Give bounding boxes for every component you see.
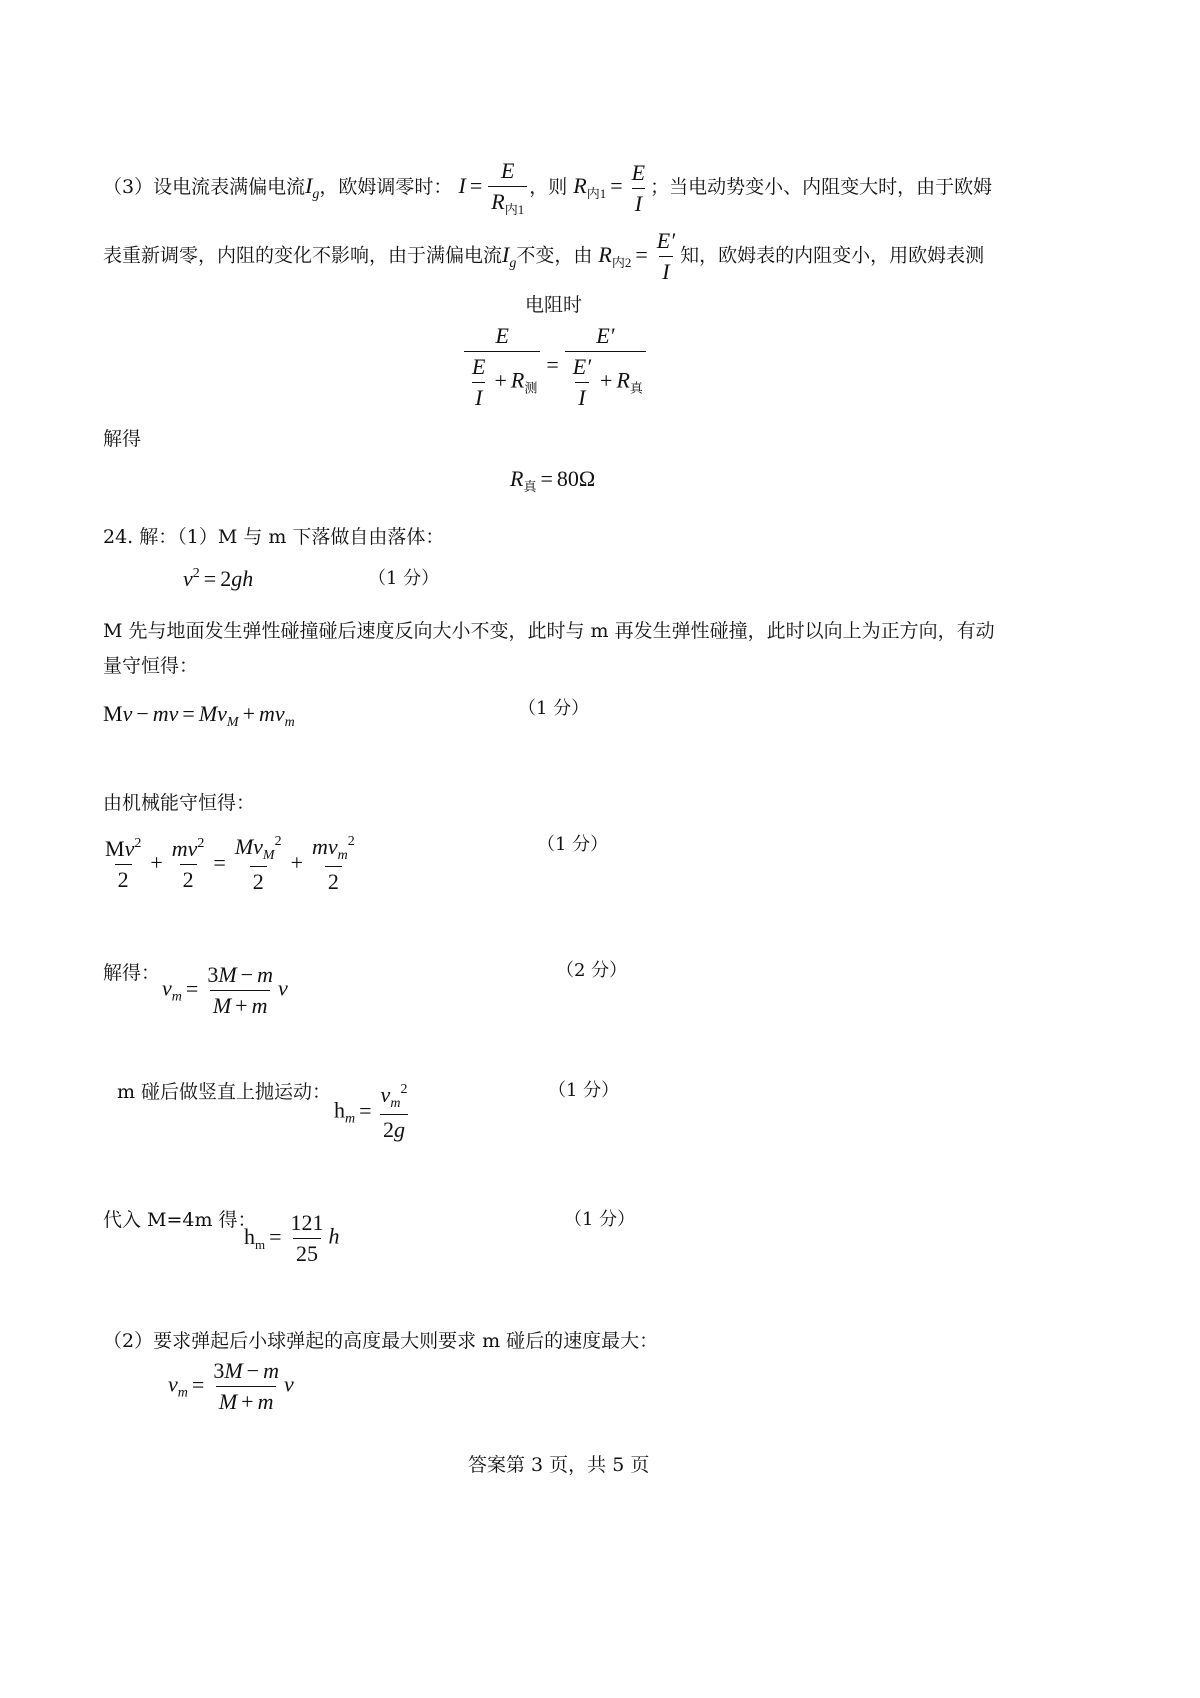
part2-line: （2）要求弹起后小球弹起的高度最大则要求 m 碰后的速度最大：	[103, 1330, 659, 1352]
formula-hm-result: $h_m$ = $\frac{121}{25}$ h	[244, 1210, 340, 1266]
formula-vm-2: $v_m$ = $\frac{3M - m}{M + m}$ v	[168, 1358, 294, 1414]
throw-label: m 碰后做竖直上抛运动：	[117, 1081, 332, 1103]
result-r-true: $R_真 = 80\Omega$	[510, 466, 596, 494]
formula-i-equals-e-over-r1: I = $\frac{E}{R_{内1}}$	[458, 173, 529, 198]
solve-label-1: 解得	[103, 428, 142, 450]
formula-vm: $v_m$ = $\frac{3M - m}{M + m}$ v	[162, 962, 288, 1018]
formula-r2-equals-eprime-over-i: $R_{内2}$ = $\frac{E'}{I}$	[598, 228, 676, 284]
q24-para1-line2: 量守恒得：	[103, 655, 199, 677]
solve-label-2: 解得：	[103, 962, 161, 984]
score-4: （2 分）	[556, 960, 628, 981]
part3-line2: 表重新调零，内阻的变化不影响，由于满偏电流$I_g$不变，由 $R_{内2}$ = $\frac{E'}{I}$ 知，欧姆表的内阻变小，用欧姆表测	[103, 228, 985, 284]
formula-momentum: Mv − mv = $Mv_M + mv_m$	[103, 701, 295, 730]
formula-energy: $\frac{Mv^2}{2}$ + $\frac{mv^2}{2}$ = $\frac{Mv_M^2}{2}$ + $\frac{mv_m^2}{2}$	[105, 834, 355, 894]
substitute-label: 代入 M=4m 得：	[103, 1209, 257, 1231]
formula-free-fall: $v^2 = 2gh$	[183, 566, 254, 591]
score-5: （1 分）	[548, 1080, 620, 1101]
score-1: （1 分）	[368, 568, 440, 589]
part3-line1: （3）设电流表满偏电流$I_g$，欧姆调零时： I = $\frac{E}{R_{内1}}$ ，则 $R_{内1}$ = $\frac{E}{I}$ ；当电动势变小、内阻变大时，由于欧姆	[103, 158, 993, 217]
energy-label: 由机械能守恒得：	[103, 792, 256, 814]
part3-line3: 电阻时	[525, 294, 583, 316]
symbol-ig: $I_g$	[305, 173, 320, 203]
q24-para1-line1: M 先与地面发生弹性碰撞碰后速度反向大小不变，此时与 m 再发生弹性碰撞，此时以向上为正方向，有动	[103, 620, 995, 642]
equation-ohm-measure: E $\frac{E}{I}$ + $R_测$ = E′ $\frac{E'}{I}$ + $R_真$	[462, 323, 648, 411]
page-footer: 答案第 3 页，共 5 页	[468, 1454, 650, 1476]
q24-heading: 24. 解：（1）M 与 m 下落做自由落体：	[103, 526, 445, 548]
score-2: （1 分）	[518, 698, 590, 719]
formula-r1-equals-e-over-i: $R_{内1}$ = $\frac{E}{I}$	[573, 159, 646, 216]
formula-hm: $h_m$ = $\frac{v_m^2}{2g}$	[334, 1082, 408, 1142]
score-6: （1 分）	[564, 1209, 636, 1230]
score-3: （1 分）	[537, 834, 609, 855]
